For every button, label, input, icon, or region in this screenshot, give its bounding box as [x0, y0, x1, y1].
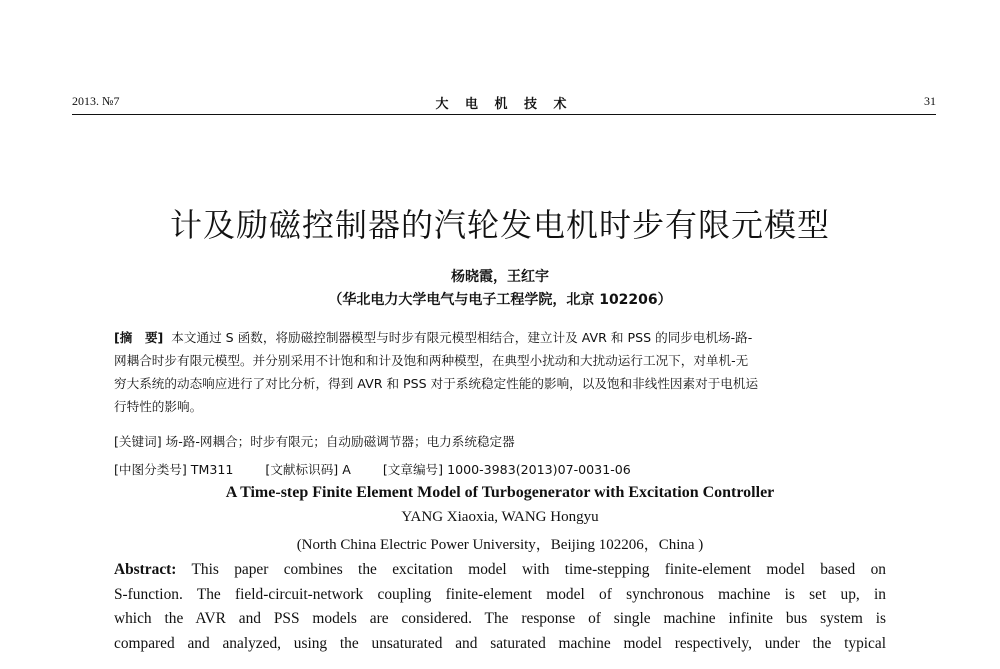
keywords-cn-label: [关键词] — [114, 434, 162, 449]
abstract-en-line — [114, 558, 886, 583]
classification-row — [114, 459, 886, 478]
document-code: [文献标识码] A — [265, 462, 351, 477]
abstract-en-first-line: This paper combines the excitation model with time-stepping finite-element model based on — [191, 561, 886, 578]
article-number: [文章编号] 1000-3983(2013)07-0031-06 — [382, 462, 631, 477]
abstract-en-line: S-function. The field-circuit-network coupling finite-element model of synchronous machine is set up, in — [114, 585, 886, 603]
issue-number: 2013. №7 — [72, 94, 120, 108]
authors-en: YANG Xiaoxia, WANG Hongyu — [401, 509, 599, 525]
affiliation-en: (North China Electric Power University，Beijing 102206，China ) — [296, 537, 704, 553]
abstract-en-label: Abstract: — [114, 561, 177, 578]
abstract-cn-label: [摘 要] — [114, 330, 164, 345]
clc-number: [中图分类号] TM311 — [114, 462, 234, 477]
abstract-en-line: compared and analyzed, using the unsaturated and saturated machine model respectively, under the typical — [114, 634, 886, 652]
affiliation-cn: （华北电力大学电气与电子工程学院，北京 102206） — [328, 292, 672, 308]
abstract-en-line: which the AVR and PSS models are considered. The response of single machine infinite bus system is — [114, 610, 886, 627]
abstract-cn-line: 网耦合时步有限元模型。并分别采用不计饱和和计及饱和两种模型，在典型小扰动和大扰动运行工况下，对单机-无 — [114, 353, 749, 368]
abstract-cn — [114, 326, 886, 418]
page-number: 31 — [924, 94, 936, 108]
running-header — [72, 94, 936, 115]
authors-cn: 杨晓霞，王红宇 — [451, 269, 549, 285]
paper-title-cn: 计及励磁控制器的汽轮发电机时步有限元模型 — [169, 206, 830, 244]
paper-title-en: A Time-step Finite Element Model of Turbogenerator with Excitation Controller — [225, 484, 775, 501]
abstract-cn-line: 本文通过 S 函数，将励磁控制器模型与时步有限元模型相结合，建立计及 AVR 和 PSS 的同步电机场-路- — [171, 330, 753, 345]
keywords-cn-text: 场-路-网耦合；时步有限元；自动励磁调节器；电力系统稳定器 — [165, 434, 515, 449]
journal-name: 大 电 机 技 术 — [435, 97, 573, 112]
abstract-en — [114, 558, 886, 656]
abstract-cn-line: 穷大系统的动态响应进行了对比分析，得到 AVR 和 PSS 对于系统稳定性能的影响，以及饱和非线性因素对于电机运 — [114, 376, 759, 391]
keywords-cn — [114, 431, 886, 450]
abstract-cn-line: 行特性的影响。 — [114, 399, 203, 414]
